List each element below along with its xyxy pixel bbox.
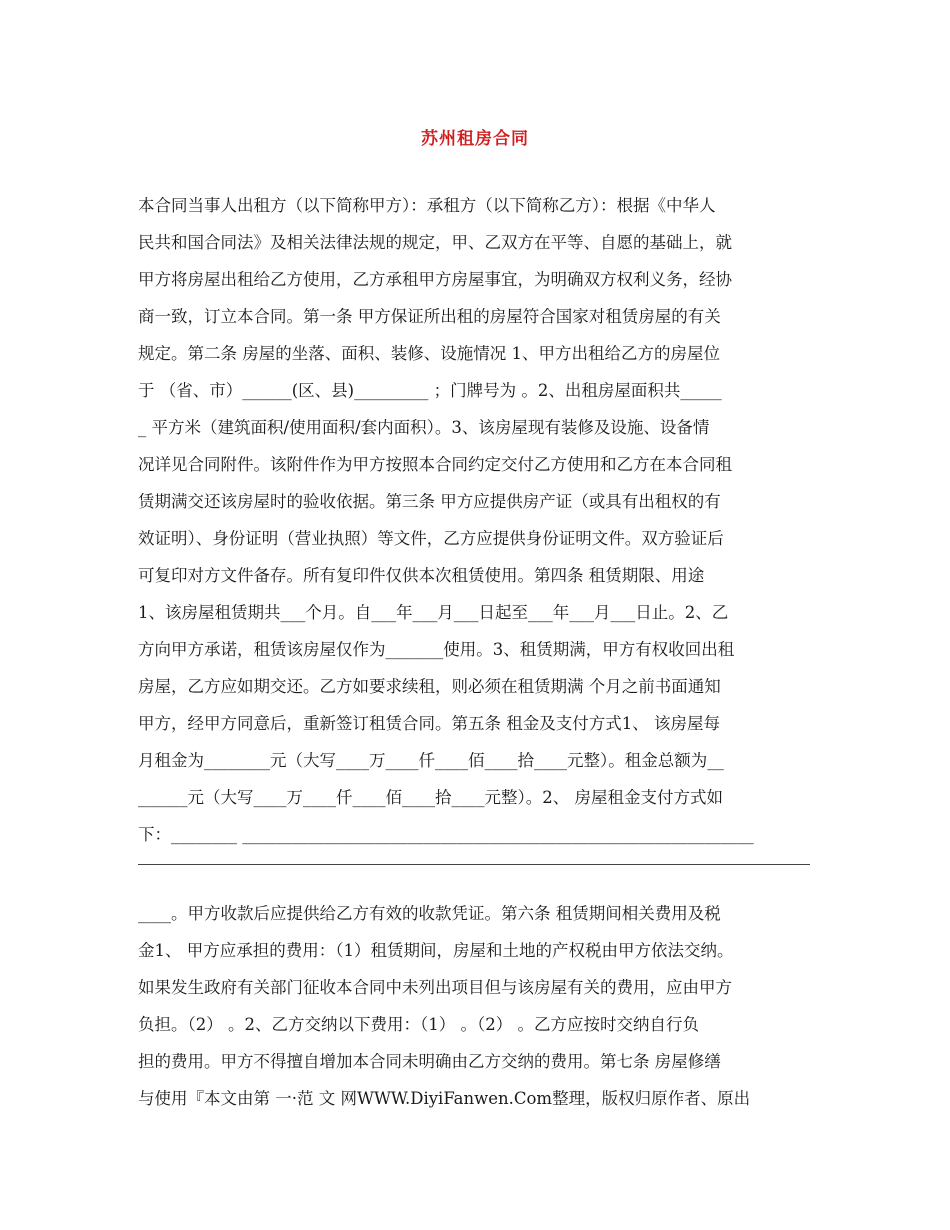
body-line: 效证明）、身份证明（营业执照）等文件，乙方应提供身份证明文件。双方验证后 [138, 529, 724, 548]
body-line: 负担。（2） 。2、乙方交纳以下费用：（1） 。（2） 。乙方应按时交纳自行负 [138, 1015, 699, 1034]
body-line: ______元（大写____万____仟____佰____拾____元整）。2、 房屋租金支付方式如 [138, 788, 723, 807]
body-line: 规定。第二条 房屋的坐落、面积、装修、设施情况 1、甲方出租给乙方的房屋位 [138, 344, 720, 363]
body-line: 月租金为________元（大写____万____仟____佰____拾____元整）。租金总额为__ [138, 751, 724, 770]
blank-line-separator [138, 864, 810, 865]
body-line: 金1、 甲方应承担的费用：（1）租赁期间，房屋和土地的产权税由甲方依法交纳。 [138, 941, 734, 960]
body-line: 民共和国合同法》及相关法律法规的规定，甲、乙双方在平等、自愿的基础上，就 [138, 233, 732, 252]
body-line: 可复印对方文件备存。所有复印件仅供本次租赁使用。第四条 租赁期限、用途 [138, 566, 705, 585]
body-line: 如果发生政府有关部门征收本合同中未列出项目但与该房屋有关的费用，应由甲方 [138, 978, 732, 997]
body-line: 况详见合同附件。该附件作为甲方按照本合同约定交付乙方使用和乙方在本合同租 [138, 455, 732, 474]
body-line: 下：________ ______________________________________________________________ [138, 825, 754, 844]
body-line: 方向甲方承诺，租赁该房屋仅作为_______使用。3、租赁期满，甲方有权收回出租 [138, 640, 735, 659]
body-line: 商一致，订立本合同。第一条 甲方保证所出租的房屋符合国家对租赁房屋的有关 [138, 307, 721, 326]
body-line: 与使用『本文由第 一·范 文 网WWW.DiyiFanwen.Com整理，版权归原作者、原出 [138, 1089, 751, 1108]
body-line: 1、该房屋租赁期共___个月。自___年___月___日起至___年___月___日止。2、乙 [138, 603, 729, 622]
body-line: 担的费用。甲方不得擅自增加本合同未明确由乙方交纳的费用。第七条 房屋修缮 [138, 1052, 721, 1071]
body-line: 房屋，乙方应如期交还。乙方如要求续租，则必须在租赁期满 个月之前书面通知 [138, 677, 721, 696]
body-line: _ 平方米（建筑面积/使用面积/套内面积）。3、该房屋现有装修及设施、设备情 [138, 418, 710, 437]
document-title: 苏州租房合同 [421, 129, 529, 149]
body-line: 甲方，经甲方同意后，重新签订租赁合同。第五条 租金及支付方式1、 该房屋每 [138, 714, 720, 733]
body-line: 本合同当事人出租方（以下简称甲方）：承租方（以下简称乙方）：根据《中华人 [138, 196, 716, 215]
body-line: 于 （省、市）______(区、县)_________ ；门牌号为 。2、出租房屋面积共_____ [138, 381, 722, 400]
body-line: 甲方将房屋出租给乙方使用，乙方承租甲方房屋事宜，为明确双方权利义务，经协 [138, 270, 732, 289]
body-line: 赁期满交还该房屋时的验收依据。第三条 甲方应提供房产证（或具有出租权的有 [138, 492, 721, 511]
body-line: ____。甲方收款后应提供给乙方有效的收款凭证。第六条 租赁期间相关费用及税 [138, 904, 721, 923]
